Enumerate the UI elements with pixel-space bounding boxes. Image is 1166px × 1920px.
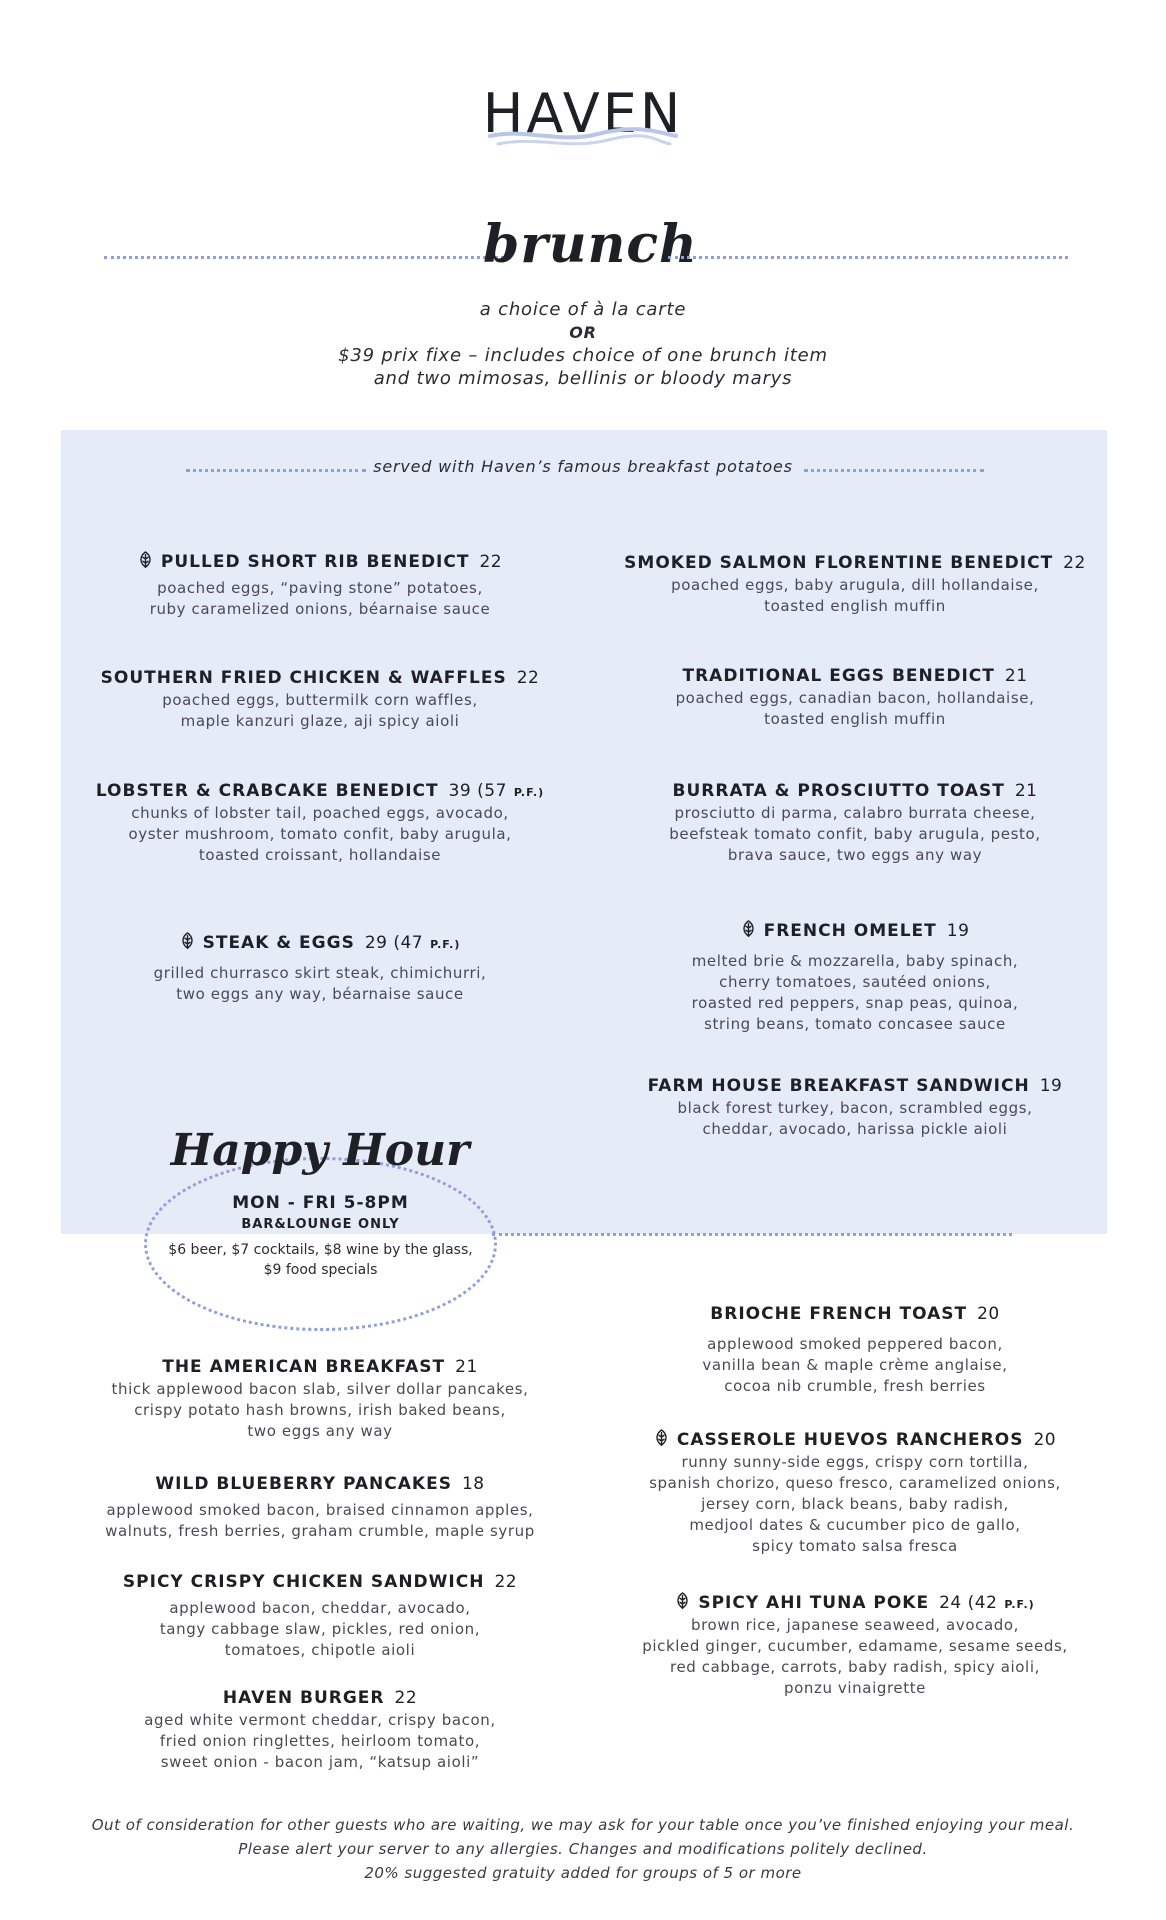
- intro-line-1: a choice of à la carte: [479, 299, 687, 320]
- item-price: 18: [461, 1474, 485, 1494]
- happy-hour-deals-line: $6 beer, $7 cocktails, $8 wine by the glass,: [168, 1242, 473, 1258]
- item-name: THE AMERICAN BREAKFAST: [162, 1357, 446, 1377]
- item-desc-line: prosciutto di parma, calabro burrata cheese,: [674, 804, 1036, 822]
- item-desc-line: medjool dates & cucumber pico de gallo,: [689, 1516, 1021, 1534]
- menu-item-casserole-huevos-rancheros: [615, 1429, 1095, 1557]
- item-desc-line: tangy cabbage slaw, pickles, red onion,: [159, 1620, 481, 1638]
- intro-or: OR: [569, 323, 597, 342]
- item-desc-line: toasted croissant, hollandaise: [198, 846, 442, 864]
- happy-hour-title: Happy Hour: [170, 1125, 470, 1176]
- item-desc-line: poached eggs, canadian bacon, hollandaise,: [675, 689, 1035, 707]
- menu-item-haven-burger: [80, 1688, 560, 1773]
- item-desc-line: toasted english muffin: [764, 597, 946, 615]
- item-price: 20: [977, 1304, 1000, 1324]
- happy-hour-rule: [492, 1233, 1012, 1236]
- item-name: FRENCH OMELET: [763, 921, 937, 941]
- item-price: 24 (42: [939, 1593, 998, 1613]
- menu-item-wild-blueberry-pancakes: [80, 1474, 560, 1542]
- intro-line-4: and two mimosas, bellinis or bloody marys: [373, 368, 793, 389]
- item-name: SOUTHERN FRIED CHICKEN & WAFFLES: [100, 668, 507, 688]
- item-price: 22: [479, 552, 503, 572]
- item-price: 21: [1014, 781, 1038, 801]
- item-desc-line: brown rice, japanese seaweed, avocado,: [690, 1616, 1019, 1634]
- menu-item-farm-house-breakfast-sandwich: [615, 1076, 1095, 1140]
- section-title: brunch: [483, 214, 698, 275]
- item-name: SPICY AHI TUNA POKE: [698, 1593, 930, 1613]
- happy-hour-deals-line: $9 food specials: [263, 1262, 378, 1278]
- item-price: 19: [946, 921, 970, 941]
- footer-line-3: 20% suggested gratuity added for groups of 5 or more: [364, 1864, 802, 1882]
- item-desc-line: ruby caramelized onions, béarnaise sauce: [149, 600, 491, 618]
- item-desc-line: cherry tomatoes, sautéed onions,: [719, 973, 991, 991]
- haven-logo: [433, 82, 733, 162]
- item-price: 29 (47: [364, 933, 424, 953]
- item-desc-line: sweet onion - bacon jam, “katsup aioli”: [160, 1753, 480, 1771]
- item-desc-line: chunks of lobster tail, poached eggs, avocado,: [131, 804, 509, 822]
- item-desc-line: applewood smoked peppered bacon,: [707, 1335, 1003, 1353]
- logo-text: HAVEN: [482, 82, 684, 145]
- item-desc-line: ponzu vinaigrette: [783, 1679, 927, 1697]
- item-name: CASSEROLE HUEVOS RANCHEROS: [676, 1430, 1024, 1450]
- item-desc-line: poached eggs, “paving stone” potatoes,: [157, 579, 483, 597]
- item-desc-line: aged white vermont cheddar, crispy bacon,: [144, 1711, 496, 1729]
- item-desc-line: two eggs any way: [247, 1422, 393, 1440]
- happy-hour-days: MON - FRI 5-8PM: [232, 1193, 409, 1213]
- item-desc-line: red cabbage, carrots, baby radish, spicy aioli,: [670, 1658, 1040, 1676]
- item-desc-line: runny sunny-side eggs, crispy corn tortilla,: [681, 1453, 1029, 1471]
- item-name: FARM HOUSE BREAKFAST SANDWICH: [647, 1076, 1030, 1096]
- item-desc-line: fried onion ringlettes, heirloom tomato,: [159, 1732, 481, 1750]
- item-desc-line: cheddar, avocado, harissa pickle aioli: [702, 1120, 1008, 1138]
- item-name: PULLED SHORT RIB BENEDICT: [160, 552, 470, 572]
- served-rule-right: [804, 469, 984, 472]
- menu-item-french-omelet: [615, 920, 1095, 1035]
- leaf-icon: [180, 932, 195, 950]
- item-desc-line: vanilla bean & maple crème anglaise,: [702, 1356, 1008, 1374]
- item-prix-fixe-note: P.F.): [430, 938, 461, 951]
- item-desc-line: jersey corn, black beans, baby radish,: [701, 1495, 1009, 1513]
- item-prix-fixe-note: P.F.): [1004, 1598, 1035, 1611]
- brunch-rule-left: [104, 256, 504, 259]
- menu-item-lobster-crabcake-benedict: [80, 781, 560, 866]
- item-name: HAVEN BURGER: [222, 1688, 385, 1708]
- menu-item-brioche-french-toast: [615, 1304, 1095, 1397]
- item-name: LOBSTER & CRABCAKE BENEDICT: [95, 781, 439, 801]
- item-price: 21: [1004, 666, 1028, 686]
- item-desc-line: toasted english muffin: [764, 710, 946, 728]
- item-name: BRIOCHE FRENCH TOAST: [710, 1304, 968, 1324]
- item-desc-line: string beans, tomato concasee sauce: [704, 1015, 1006, 1033]
- item-price: 39 (57: [448, 781, 507, 801]
- footer-line-1: Out of consideration for other guests who are waiting, we may ask for your table once you’ve finished enjoying your meal.: [91, 1816, 1075, 1834]
- menu-item-burrata-prosciutto-toast: [615, 781, 1095, 866]
- wave-logo-icon: [488, 126, 678, 152]
- item-desc-line: roasted red peppers, snap peas, quinoa,: [691, 994, 1019, 1012]
- happy-hour-details: [144, 1193, 497, 1280]
- item-price: 22: [394, 1688, 418, 1708]
- menu-item-smoked-salmon-florentine-benedict: [615, 553, 1095, 617]
- served-note: served with Haven’s famous breakfast potatoes: [373, 457, 793, 476]
- menu-item-pulled-short-rib-benedict: [80, 551, 560, 620]
- item-desc-line: tomatoes, chipotle aioli: [224, 1641, 416, 1659]
- item-desc-line: applewood bacon, cheddar, avocado,: [169, 1599, 471, 1617]
- item-price: 21: [455, 1357, 478, 1377]
- item-desc-line: two eggs any way, béarnaise sauce: [176, 985, 464, 1003]
- item-price: 22: [516, 668, 540, 688]
- item-price: 20: [1033, 1430, 1057, 1450]
- item-desc-line: pickled ginger, cucumber, edamame, sesame seeds,: [642, 1637, 1068, 1655]
- intro-line-3: $39 prix fixe – includes choice of one brunch item: [338, 345, 828, 366]
- footer-line-2: Please alert your server to any allergies. Changes and modifications politely declined.: [238, 1840, 928, 1858]
- brunch-rule-right: [668, 256, 1068, 259]
- item-desc-line: maple kanzuri glaze, aji spicy aioli: [180, 712, 460, 730]
- item-desc-line: oyster mushroom, tomato confit, baby arugula,: [128, 825, 512, 843]
- leaf-icon: [675, 1592, 690, 1610]
- item-desc-line: beefsteak tomato confit, baby arugula, pesto,: [669, 825, 1041, 843]
- leaf-icon: [654, 1429, 669, 1447]
- item-desc-line: black forest turkey, bacon, scrambled eggs,: [677, 1099, 1033, 1117]
- item-prix-fixe-note: P.F.): [513, 786, 545, 799]
- item-desc-line: walnuts, fresh berries, graham crumble, maple syrup: [105, 1522, 535, 1540]
- item-name: STEAK & EGGS: [202, 933, 355, 953]
- item-desc-line: poached eggs, buttermilk corn waffles,: [162, 691, 478, 709]
- item-desc-line: crispy potato hash browns, irish baked beans,: [134, 1401, 506, 1419]
- leaf-icon: [138, 551, 153, 569]
- item-price: 19: [1039, 1076, 1063, 1096]
- leaf-icon: [741, 920, 756, 938]
- item-price: 22: [494, 1572, 518, 1592]
- menu-item-steak-and-eggs: [80, 932, 560, 1005]
- item-desc-line: grilled churrasco skirt steak, chimichurri,: [153, 964, 487, 982]
- menu-item-the-american-breakfast: [80, 1357, 560, 1442]
- item-desc-line: poached eggs, baby arugula, dill hollandaise,: [671, 576, 1039, 594]
- menu-item-spicy-crispy-chicken-sandwich: [80, 1572, 560, 1661]
- item-desc-line: brava sauce, two eggs any way: [727, 846, 983, 864]
- item-desc-line: applewood smoked bacon, braised cinnamon apples,: [106, 1501, 534, 1519]
- footer-notice: [83, 1813, 1083, 1885]
- item-name: WILD BLUEBERRY PANCAKES: [155, 1474, 452, 1494]
- happy-hour-location: BAR&LOUNGE ONLY: [241, 1217, 400, 1232]
- item-name: BURRATA & PROSCIUTTO TOAST: [672, 781, 1005, 801]
- pricing-intro: [283, 298, 883, 390]
- menu-item-traditional-eggs-benedict: [615, 666, 1095, 730]
- item-name: SPICY CRISPY CHICKEN SANDWICH: [122, 1572, 485, 1592]
- item-desc-line: spicy tomato salsa fresca: [752, 1537, 958, 1555]
- item-price: 22: [1063, 553, 1086, 573]
- item-desc-line: melted brie & mozzarella, baby spinach,: [691, 952, 1019, 970]
- item-name: SMOKED SALMON FLORENTINE BENEDICT: [624, 553, 1054, 573]
- menu-item-southern-fried-chicken-waffles: [80, 668, 560, 732]
- menu-item-spicy-ahi-tuna-poke: [615, 1592, 1095, 1699]
- item-desc-line: thick applewood bacon slab, silver dollar pancakes,: [111, 1380, 529, 1398]
- item-desc-line: cocoa nib crumble, fresh berries: [724, 1377, 986, 1395]
- item-desc-line: spanish chorizo, queso fresco, caramelized onions,: [649, 1474, 1061, 1492]
- item-name: TRADITIONAL EGGS BENEDICT: [682, 666, 995, 686]
